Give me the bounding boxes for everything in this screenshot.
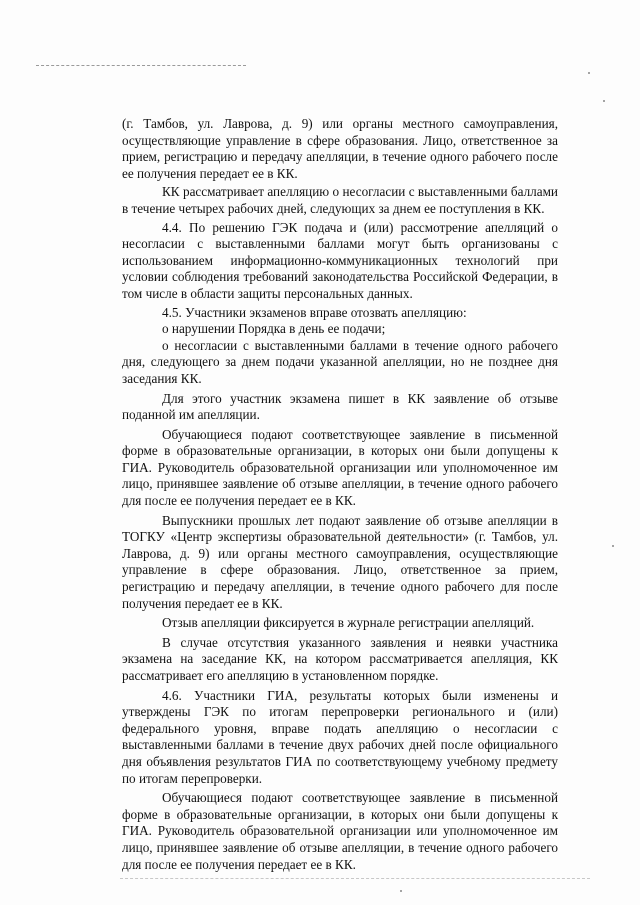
top-divider	[36, 65, 246, 66]
paragraph-4-6: 4.6. Участники ГИА, результаты которых были изменены и утверждены ГЭК по итогам перепроверки регионального и (или) федерального уровня, вправе подать апелляцию о несогласии с выставленными баллами в течение двух рабочих дней после официального дня объявления результатов ГИА по соответствующему учебному предмету по итогам перепроверки.	[122, 687, 558, 786]
scan-speck	[603, 100, 605, 102]
paragraph-4-5-item-2: о несогласии с выставленными баллами в течение одного рабочего дня, следующего за днем подачи указанной апелляции, но не позднее дня заседания КК.	[122, 337, 558, 386]
paragraph-absence: В случае отсутствия указанного заявления и неявки участника экзамена на заседание КК, на котором рассматривается апелляция, КК рассматривает его апелляцию в установленном порядке.	[122, 634, 558, 683]
document-body	[122, 116, 558, 873]
paragraph-4-5-item-1: о нарушении Порядка в день ее подачи;	[162, 321, 386, 337]
paragraph-2: КК рассматривает апелляцию о несогласии с выставленными баллами в течение четырех рабочих дней, следующих за днем ее поступления в КК.	[122, 184, 558, 216]
bottom-divider	[120, 878, 590, 879]
paragraph-1: (г. Тамбов, ул. Лаврова, д. 9) или органы местного самоуправления, осуществляющие управление в сфере образования. Лицо, ответственное за прием, регистрацию и передачу апелляции, в течение одного рабочего после ее получения передает ее в КК.	[122, 116, 558, 181]
scan-speck	[612, 545, 614, 547]
paragraph-students-final: Обучающиеся подают соответствующее заявление в письменной форме в образовательные организации, в которых они были допущены к ГИА. Руководитель образовательной организации или уполномоченное им лицо, принявшее заявление об отзыве апелляции, в течение одного рабочего для после ее получения передает ее в КК.	[122, 790, 558, 872]
paragraph-4-5: 4.5. Участники экзаменов вправе отозвать апелляцию:	[162, 304, 467, 320]
paragraph-registration: Отзыв апелляции фиксируется в журнале регистрации апелляций.	[162, 615, 535, 631]
paragraph-students-submit: Обучающиеся подают соответствующее заявление в письменной форме в образовательные организации, в которых они были допущены к ГИА. Руководитель образовательной организации или уполномоченное им лицо, принявшее заявление об отзыве апелляции, в течение одного рабочего для после ее получения передает ее в КК.	[122, 426, 558, 509]
paragraph-4-4: 4.4. По решению ГЭК подача и (или) рассмотрение апелляций о несогласии с выставленными баллами могут быть организованы с использованием информационно-коммуникационных технологий при условии соблюдения требований законодательства Российской Федерации, в том числе в области защиты персональных данных.	[122, 219, 558, 301]
paragraph-graduates-submit: Выпускники прошлых лет подают заявление об отзыве апелляции в ТОГКУ «Центр экспертизы образовательной деятельности» (г. Тамбов, ул. Лаврова, д. 9) или органы местного самоуправления, осуществляющие управление в сфере образования. Лицо, ответственное за прием, регистрацию и передачу апелляции, в течение одного рабочего для после получения передает ее в КК.	[122, 512, 558, 611]
scan-speck	[588, 72, 590, 74]
paragraph-withdrawal-request: Для этого участник экзамена пишет в КК заявление об отзыве поданной им апелляции.	[122, 390, 558, 423]
scan-speck	[400, 890, 402, 892]
